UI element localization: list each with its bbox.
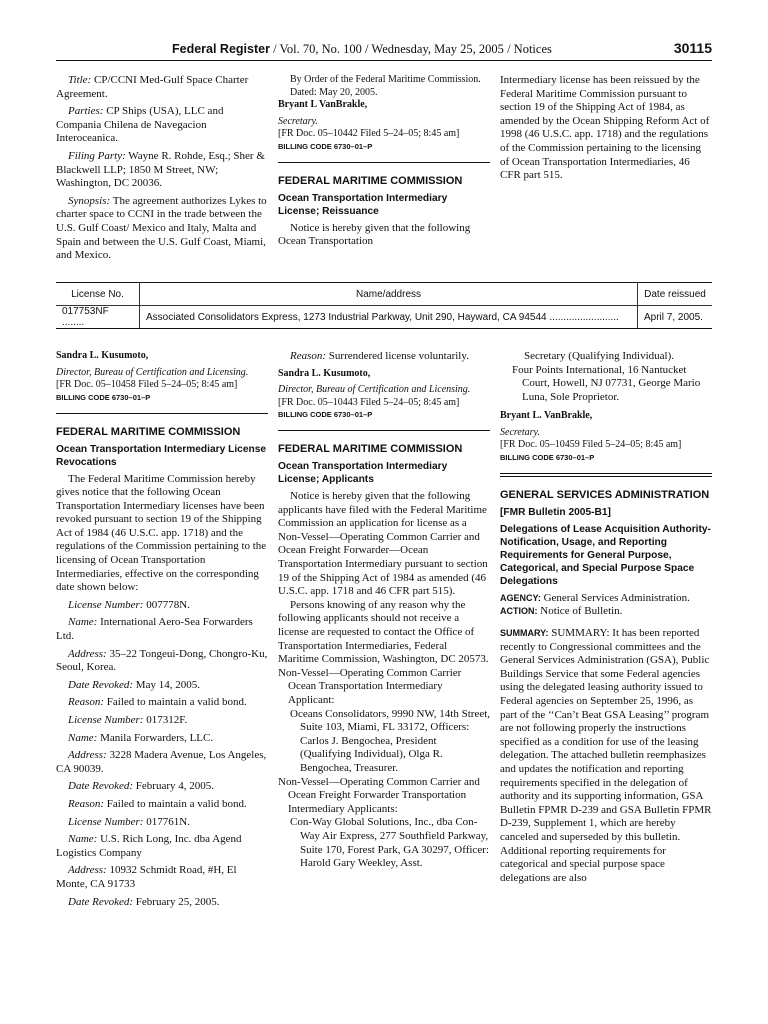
section-name: Notices bbox=[513, 42, 552, 56]
revocation-reason: Reason: Failed to maintain a valid bond. bbox=[68, 797, 247, 810]
synopsis: Synopsis: The agreement authorizes Lykes to charter space to CCNI in the trade between the U.S. Gulf Coast/ Mexico and Italy, Malta and Spain and between the U.S. Gulf Coast, Miami, and Mexico. bbox=[56, 194, 267, 262]
agreement-title: Title: CP/CCNI Med-Gulf Space Charter Agreement. bbox=[56, 74, 249, 100]
bulletin-number: [FMR Bulletin 2005-B1] bbox=[500, 506, 611, 518]
header-citation: Federal Register / Vol. 70, No. 100 / Wednesday, May 25, 2005 / Notices bbox=[172, 42, 552, 56]
signer-name: Bryant L VanBrakle, bbox=[278, 99, 368, 110]
signer-title: Secretary. bbox=[500, 426, 540, 438]
licensee-name: Name: Manila Forwarders, LLC. bbox=[68, 731, 214, 744]
license-number: License Number: 007778N. bbox=[68, 598, 190, 611]
subject-heading: Ocean Transportation Intermediary License; Applicants bbox=[278, 461, 448, 486]
col-header-license: License No. bbox=[56, 283, 140, 306]
applicant-continuation: Secretary (Qualifying Individual). bbox=[524, 350, 674, 362]
persons-text: Persons knowing of any reason why the following applicants should not receive a license are requested to contact the Office of Transportation Intermediaries, Federal Maritime Commission, Washington, DC 20573. bbox=[278, 598, 489, 666]
licensee-address: Address: 35–22 Tongeui-Dong, Chongro-Ku, Seoul, Korea. bbox=[56, 647, 268, 674]
reissue-text: Intermediary license has been reissued by the Federal Maritime Commission pursuant to section 19 of the Shipping Act of 1984, as amended by the Ocean Shipping Reform Act of 1998 (46 U.S.C. app. 1718) and the regulations of the Commission pertaining to the licensing of Ocean Transportation Intermediaries, 46 CFR part 515. bbox=[500, 74, 710, 182]
billing-code: BILLING CODE 6730–01–P bbox=[278, 410, 373, 420]
volume-number: Vol. 70, No. 100 bbox=[279, 42, 362, 56]
signer-title: Secretary. bbox=[278, 115, 318, 127]
col-header-name: Name/address bbox=[140, 283, 638, 306]
section-rule bbox=[500, 473, 712, 477]
date-revoked: Date Revoked: May 14, 2005. bbox=[68, 678, 200, 691]
applicant-entry: Con-Way Global Solutions, Inc., dba Con-Way Air Express, 277 Southfield Parkway, Suite 170, Forest Park, GA 30297, Officer: Harold Gary Weekley, Asst. bbox=[290, 816, 489, 870]
section-rule bbox=[278, 430, 490, 431]
applicant-entry: Four Points International, 16 Nantucket Court, Howell, NJ 07731, George Mario Luna, Sole Proprietor. bbox=[512, 363, 701, 403]
fr-doc: [FR Doc. 05–10458 Filed 5–24–05; 8:45 am] bbox=[56, 379, 238, 390]
column-2-top bbox=[278, 74, 490, 253]
billing-code: BILLING CODE 6730–01–P bbox=[500, 452, 595, 462]
order-line: By Order of the Federal Maritime Commission. bbox=[290, 74, 481, 85]
revocation-reason: Reason: Surrendered license voluntarily. bbox=[290, 350, 469, 362]
applicant-category: Non-Vessel—Operating Common Carrier and Ocean Freight Forwarder Transportation Intermediary Applicants: bbox=[278, 775, 480, 815]
section-rule bbox=[278, 162, 490, 163]
date-revoked: Date Revoked: February 4, 2005. bbox=[68, 780, 215, 793]
column-1-top bbox=[56, 74, 268, 267]
billing-code: BILLING CODE 6730–01–P bbox=[278, 141, 373, 151]
agreement-parties: Parties: CP Ships (USA), LLC and Compania Chilena de Navegacion Interoceanica. bbox=[56, 105, 224, 145]
table-header-row bbox=[56, 283, 712, 306]
subject-heading: Delegations of Lease Acquisition Authority-Notification, Usage, and Reporting Requirements for General Purpose, Categorical, and Special Purpose Space Delegations bbox=[500, 523, 711, 587]
notice-text: Notice is hereby given that the following Ocean Transportation bbox=[278, 221, 471, 248]
revocation-reason: Reason: Failed to maintain a valid bond. bbox=[68, 696, 247, 709]
col-header-date: Date reissued bbox=[638, 283, 713, 306]
fr-doc: [FR Doc. 05–10443 Filed 5–24–05; 8:45 am] bbox=[278, 396, 460, 408]
agency-heading: GENERAL SERVICES ADMINISTRATION bbox=[500, 488, 710, 501]
agency-line: AGENCY: General Services Administration. bbox=[500, 591, 690, 604]
licensee-name: Name: International Aero-Sea Forwarders Ltd. bbox=[56, 616, 253, 643]
notice-text: Notice is hereby given that the following applicants have filed with the Federal Maritime Commission an application for license as a Non-Vessel—Operating Common Carrier and Ocean Freight Forwarder—Ocean Transportation Intermediary pursuant to section 19 of the Shipping Act of 1984 as amended (46 U.S.C. app. 1718 and 46 CFR part 515). bbox=[278, 490, 488, 598]
applicant-category: Non-Vessel—Operating Common Carrier Ocean Transportation Intermediary Applicant: bbox=[278, 666, 462, 706]
license-table bbox=[56, 282, 712, 329]
table-row bbox=[56, 306, 712, 329]
cell-name: Associated Consolidators Express, 1273 Industrial Parkway, Unit 290, Hayward, CA 94544 ......................... bbox=[140, 306, 638, 329]
licensee-name: Name: U.S. Rich Long, Inc. dba Agend Logistics Company bbox=[56, 833, 242, 859]
publication-name: Federal Register bbox=[172, 42, 270, 56]
summary-text: SUMMARY: SUMMARY: It has been reported recently to Congressional committees and the General Services Administration (GSA), Public Buildings Service that some Federal agencies using the delegated leasing authority issued to Federal agencies on September 25, 1996, as part of the ‘‘Can’t Beat GSA Leasing’’ program are not following properly the instructions specified as a condition for use of the leasing delegation. The attached bulletin reemphasizes and updates the notification and reporting requirements specified in the delegation of authority and its supporting information, GSA Bulletin FPMR D-239 and GSA Bulletin FPMR D-239, Supplement 1, which are hereby canceled and superseded by this bulletin. Additional reporting requirements for categorical and special purpose space delegations are also bbox=[500, 627, 712, 884]
signer-name: Bryant L. VanBrakle, bbox=[500, 410, 593, 422]
fr-doc: [FR Doc. 05–10459 Filed 5–24–05; 8:45 am] bbox=[500, 439, 682, 451]
action-line: ACTION: Notice of Bulletin. bbox=[500, 605, 623, 618]
signer-title: Director, Bureau of Certification and Licensing. bbox=[56, 366, 249, 378]
signer-name: Sandra L. Kusumoto, bbox=[278, 367, 371, 379]
page-number: 30115 bbox=[673, 40, 712, 56]
agency-heading: FEDERAL MARITIME COMMISSION bbox=[278, 174, 463, 187]
signer-name: Sandra L. Kusumoto, bbox=[56, 350, 149, 361]
fr-doc: [FR Doc. 05–10442 Filed 5–24–05; 8:45 am] bbox=[278, 128, 460, 139]
column-3 bbox=[500, 350, 712, 885]
licensee-address: Address: 10932 Schmidt Road, #H, El Monte, CA 91733 bbox=[56, 864, 237, 890]
section-rule bbox=[56, 413, 268, 414]
date-revoked: Date Revoked: February 25, 2005. bbox=[68, 895, 220, 908]
subject-heading: Ocean Transportation Intermediary License; Reissuance bbox=[278, 192, 448, 217]
page-header bbox=[56, 40, 712, 61]
column-2 bbox=[278, 350, 490, 871]
filing-party: Filing Party: Wayne R. Rohde, Esq.; Sher & Blackwell LLP; 1850 M Street, NW; Washington, DC 20036. bbox=[56, 149, 265, 190]
issue-date: Wednesday, May 25, 2005 bbox=[371, 42, 504, 56]
applicant-entry: Oceans Consolidators, 9990 NW, 14th Street, Suite 103, Miami, FL 33172, Officers: Carlos J. Bengochea, President (Qualifying Individual), Olga R. Bengochea, Treasurer. bbox=[290, 707, 491, 774]
agency-heading: FEDERAL MARITIME COMMISSION bbox=[56, 425, 241, 438]
cell-date: April 7, 2005. bbox=[638, 306, 713, 329]
billing-code: BILLING CODE 6730–01–P bbox=[56, 392, 151, 402]
cell-license: 017753NF ........ bbox=[56, 306, 140, 329]
signer-title: Director, Bureau of Certification and Licensing. bbox=[278, 384, 471, 396]
dated-line: Dated: May 20, 2005. bbox=[290, 86, 378, 98]
column-3-top bbox=[500, 74, 712, 187]
license-number: License Number: 017761N. bbox=[68, 815, 190, 828]
agency-heading: FEDERAL MARITIME COMMISSION bbox=[278, 443, 463, 456]
subject-heading: Ocean Transportation Intermediary License Revocations bbox=[56, 443, 267, 468]
column-1 bbox=[56, 350, 268, 913]
licensee-address: Address: 3228 Madera Avenue, Los Angeles, CA 90039. bbox=[56, 749, 267, 775]
license-number: License Number: 017312F. bbox=[68, 714, 188, 726]
intro-text: The Federal Maritime Commission hereby gives notice that the following Ocean Transportation Intermediary licenses have been revoked pursuant to section 19 of the Shipping Act of 1984 (46 U.S.C. app. 1718) and the regulations of the Commission pertaining to the licensing of Ocean Transportation Intermediaries, effective on the corresponding date shown below: bbox=[56, 472, 267, 594]
